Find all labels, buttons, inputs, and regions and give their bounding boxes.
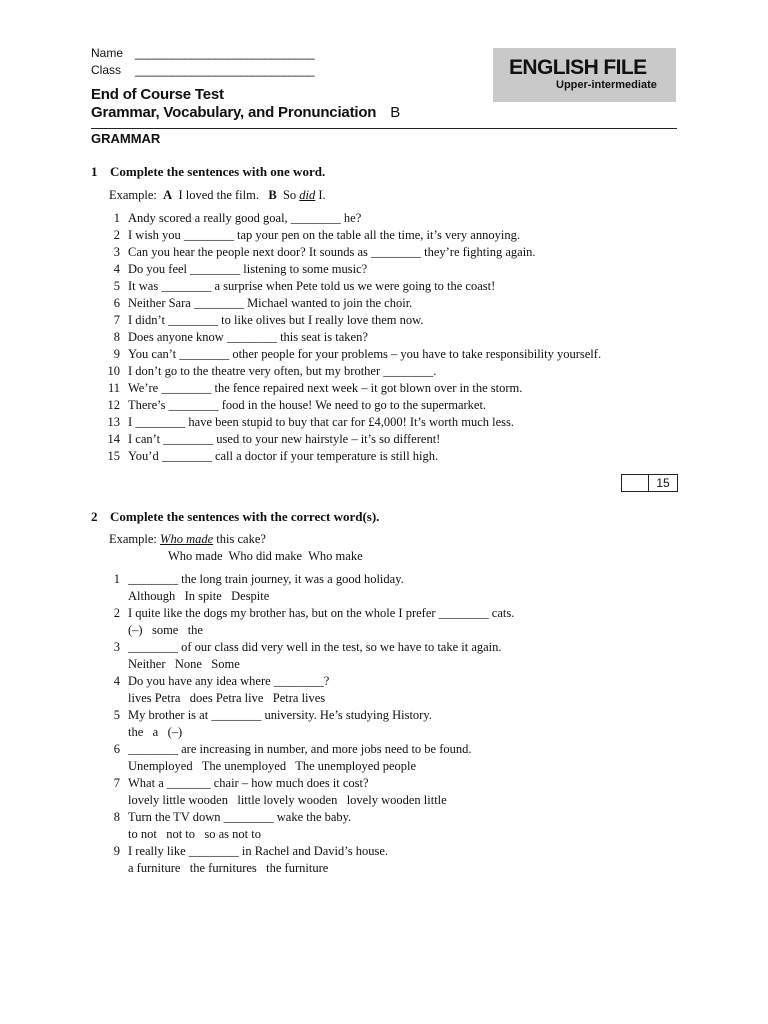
example-b-before: So [282, 188, 297, 202]
exercise1-item [100, 380, 601, 397]
item-number: 4 [113, 262, 120, 276]
example-b-after: I. [318, 188, 326, 202]
item-number: 8 [113, 810, 120, 824]
item-number: 2 [113, 228, 120, 242]
exercise2-heading [91, 509, 379, 525]
item-sentence[interactable]: It was ________ a surprise when Pete told us we were going to the coast! [128, 279, 496, 293]
item-number: 12 [107, 398, 120, 412]
item-number: 4 [113, 674, 120, 688]
example-a-text: I loved the film. [178, 188, 259, 202]
exercise2-item [100, 605, 514, 622]
level-label: Upper-intermediate [556, 79, 657, 91]
item-sentence[interactable]: I wish you ________ tap your pen on the table all the time, it’s very annoying. [128, 228, 520, 242]
exercise2-item [100, 673, 514, 690]
exercise1-item [100, 397, 601, 414]
example2-rest: this cake? [216, 532, 266, 546]
exercise2-example [109, 532, 266, 547]
item-number: 7 [113, 313, 120, 327]
name-field[interactable]: _____________________________ [135, 46, 315, 60]
exercise1-item [100, 431, 601, 448]
item-sentence[interactable]: ________ of our class did very well in the test, so we have to take it again. [128, 640, 502, 654]
item-sentence[interactable]: I didn’t ________ to like olives but I really love them now. [128, 313, 424, 327]
item-number: 3 [113, 640, 120, 654]
exercise1-item [100, 448, 601, 465]
item-sentence[interactable]: I can’t ________ used to your new hairstyle – it’s so different! [128, 432, 441, 446]
item-sentence[interactable]: You can’t ________ other people for your problems – you have to take responsibility yourself. [128, 347, 602, 361]
item-number: 6 [113, 742, 120, 756]
test-subtitle-text: Grammar, Vocabulary, and Pronunciation [91, 104, 377, 121]
item-number: 9 [113, 844, 120, 858]
name-label: Name [91, 46, 124, 60]
brand-box [493, 48, 676, 102]
item-number: 14 [107, 432, 120, 446]
item-options[interactable]: lovely little wooden little lovely wooden lovely wooden little [128, 793, 447, 807]
item-number: 1 [113, 211, 120, 225]
item-number: 2 [113, 606, 120, 620]
example-label: Example: [109, 188, 157, 202]
item-options[interactable]: to not not to so as not to [128, 827, 261, 841]
header-rule [91, 128, 677, 129]
item-options[interactable]: Unemployed The unemployed The unemployed people [128, 759, 417, 773]
item-sentence[interactable]: There’s ________ food in the house! We need to go to the supermarket. [128, 398, 487, 412]
item-options[interactable]: Although In spite Despite [128, 589, 270, 603]
item-sentence[interactable]: Do you have any idea where ________? [128, 674, 330, 688]
exercise2-item [100, 639, 514, 656]
exercise1-heading [91, 164, 325, 180]
exercise1-item [100, 363, 601, 380]
item-number: 8 [113, 330, 120, 344]
exercise2-item [100, 809, 514, 826]
item-number: 11 [107, 381, 120, 395]
score-input[interactable] [622, 475, 649, 491]
example2-answer: Who made [160, 532, 214, 546]
exercise2-item [100, 843, 514, 860]
item-sentence[interactable]: I really like ________ in Rachel and David’s house. [128, 844, 389, 858]
item-sentence[interactable]: Andy scored a really good goal, ________ he? [128, 211, 362, 225]
exercise1-item [100, 312, 601, 329]
item-sentence[interactable]: We’re ________ the fence repaired next week – it got blown over in the storm. [128, 381, 523, 395]
item-number: 6 [113, 296, 120, 310]
item-number: 10 [107, 364, 120, 378]
exercise1-item [100, 278, 601, 295]
item-options[interactable]: lives Petra does Petra live Petra lives [128, 691, 326, 705]
item-sentence[interactable]: You’d ________ call a doctor if your temperature is still high. [128, 449, 439, 463]
item-sentence[interactable]: Do you feel ________ listening to some music? [128, 262, 368, 276]
exercise1-list [100, 210, 601, 465]
exercise1-item [100, 244, 601, 261]
exercise2-item [100, 707, 514, 724]
item-number: 15 [107, 449, 120, 463]
item-sentence[interactable]: Neither Sara ________ Michael wanted to join the choir. [128, 296, 413, 310]
brand-title: ENGLISH FILE [509, 56, 647, 79]
exercise2-item [100, 571, 514, 588]
example2-options: Who made Who did make Who make [168, 549, 363, 563]
exercise1-item [100, 210, 601, 227]
item-number: 3 [113, 245, 120, 259]
item-number: 7 [113, 776, 120, 790]
test-subtitle [91, 104, 400, 121]
item-sentence[interactable]: Does anyone know ________ this seat is taken? [128, 330, 368, 344]
exercise2-item [100, 775, 514, 792]
exercise1-item [100, 329, 601, 346]
exercise2-list [100, 571, 514, 877]
item-sentence[interactable]: I quite like the dogs my brother has, but on the whole I prefer ________ cats. [128, 606, 515, 620]
exercise1-number: 1 [91, 164, 98, 179]
item-sentence[interactable]: ________ are increasing in number, and more jobs need to be found. [128, 742, 472, 756]
item-number: 13 [107, 415, 120, 429]
exercise1-item [100, 227, 601, 244]
exercise2-number: 2 [91, 509, 98, 524]
item-options[interactable]: Neither None Some [128, 657, 240, 671]
exercise1-example [109, 188, 326, 203]
exercise1-score-box [621, 474, 678, 492]
example-answer: did [299, 188, 316, 202]
item-options[interactable]: a furniture the furnitures the furniture [128, 861, 329, 875]
exercise2-instruction: Complete the sentences with the correct word(s). [110, 509, 380, 524]
example2-label: Example: [109, 532, 157, 546]
item-sentence[interactable]: My brother is at ________ university. He’s studying History. [128, 708, 432, 722]
item-number: 5 [113, 279, 120, 293]
exercise2-item [100, 741, 514, 758]
exercise1-item [100, 261, 601, 278]
exercise1-instruction: Complete the sentences with one word. [110, 164, 326, 179]
section-title: GRAMMAR [91, 131, 161, 146]
item-number: 9 [113, 347, 120, 361]
item-options[interactable]: (–) some the [128, 623, 203, 637]
item-number: 5 [113, 708, 120, 722]
item-sentence[interactable]: What a _______ chair – how much does it cost? [128, 776, 369, 790]
class-field[interactable]: _____________________________ [135, 63, 315, 77]
item-number: 1 [113, 572, 120, 586]
item-sentence[interactable]: I ________ have been stupid to buy that car for £4,000! It’s worth much less. [128, 415, 515, 429]
example-a-label: A [163, 188, 173, 202]
score-total: 15 [656, 476, 670, 490]
test-title: End of Course Test [91, 86, 224, 103]
class-label: Class [91, 63, 122, 77]
exercise1-item [100, 414, 601, 431]
exercise1-item [100, 295, 601, 312]
item-options[interactable]: the a (–) [128, 725, 183, 739]
item-sentence[interactable]: I don’t go to the theatre very often, but my brother ________. [128, 364, 437, 378]
exercise1-item [100, 346, 601, 363]
item-sentence[interactable]: Can you hear the people next door? It sounds as ________ they’re fighting again. [128, 245, 536, 259]
example-b-label: B [268, 188, 277, 202]
item-sentence[interactable]: Turn the TV down ________ wake the baby. [128, 810, 352, 824]
item-sentence[interactable]: ________ the long train journey, it was a good holiday. [128, 572, 404, 586]
test-version: B [390, 104, 401, 121]
